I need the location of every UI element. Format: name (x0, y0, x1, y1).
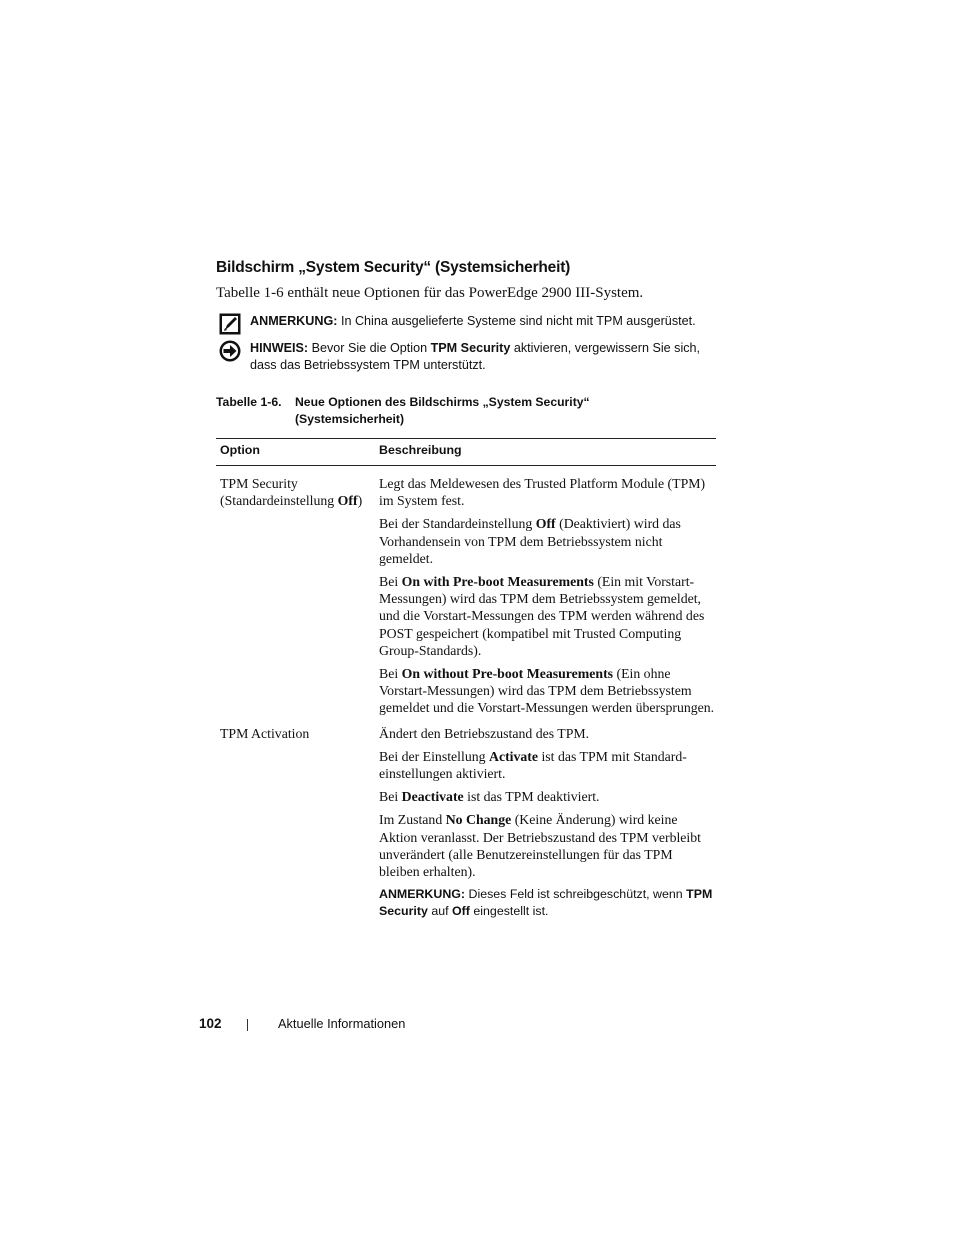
note-hinweis (216, 340, 716, 374)
desc-text: Bei (379, 666, 399, 682)
note-label: ANMERKUNG: (379, 887, 466, 902)
note-text: Bevor Sie die Option (311, 341, 428, 355)
desc-text: Im Zustand (379, 812, 443, 828)
desc-note (379, 886, 716, 920)
options-table (216, 438, 716, 926)
footer-section-title: Aktuelle Informationen (278, 1016, 406, 1031)
note-text: auf (431, 904, 449, 919)
footer-separator (247, 1019, 248, 1031)
desc-text: (Keine Änderung) wird keine Aktion veranlasst. Der Betriebszustand des TPM verbleibt unverändert (alle Benutzereinstellungen für das TPM bleiben erhalten). (379, 812, 701, 880)
note-label: ANMERKUNG: (250, 314, 338, 328)
table-caption (216, 394, 595, 428)
option-description (379, 475, 716, 717)
desc-paragraph: Ändert den Betriebszustand des TPM. (379, 725, 590, 741)
desc-text: (Ein ohne Vorstart-Messungen) wird das TPM dem Betriebssystem gemeldet und die Vorstart-Messungen werden übersprungen. (379, 666, 715, 716)
table-number: Tabelle 1-6. (216, 395, 282, 409)
table-row (216, 475, 716, 717)
desc-paragraph (379, 811, 716, 880)
desc-bold: On with Pre-boot Measurements (401, 574, 594, 590)
note-text: Dieses Feld ist schreibgeschützt, wenn (468, 887, 683, 902)
section-heading: Bildschirm „System Security“ (Systemsicherheit) (216, 259, 571, 276)
option-text: ) (357, 493, 363, 509)
desc-text: ist das TPM deaktiviert. (467, 789, 600, 805)
option-text: (Standardeinstellung (220, 493, 335, 509)
option-text: TPM Security (220, 476, 298, 491)
option-bold: Off (337, 493, 358, 509)
desc-bold: Deactivate (401, 789, 464, 805)
note-anmerkung (216, 313, 716, 330)
desc-paragraph: Legt das Meldewesen des Trusted Platform Module (TPM) im System fest. (379, 476, 706, 509)
desc-paragraph (379, 748, 716, 782)
desc-text: Bei der Standardeinstellung (379, 516, 533, 532)
desc-text: (Ein mit Vorstart-Messungen) wird das TPM dem Betriebssystem gemeldet, und die Vorstart-Messungen des TPM werden während des POST gespeichert (kompatibel mit Trusted Computing Group-Standards). (379, 574, 705, 658)
desc-paragraph (379, 788, 716, 805)
note-label: HINWEIS: (250, 341, 309, 355)
desc-bold: Off (535, 516, 556, 532)
desc-bold: No Change (445, 812, 512, 828)
note-text: In China ausgelieferte Systeme sind nicht mit TPM ausgerüstet. (340, 314, 696, 328)
note-bold: Off (452, 904, 470, 919)
desc-text: Bei (379, 574, 399, 590)
desc-text: Bei (379, 789, 399, 805)
page-number: 102 (199, 1016, 222, 1031)
desc-text: Bei der Einstellung (379, 748, 486, 764)
desc-paragraph (379, 515, 716, 567)
option-name (220, 475, 376, 509)
table-row (216, 725, 716, 921)
desc-bold: On without Pre-boot Measurements (401, 666, 614, 682)
note-bold: TPM Security (379, 887, 713, 919)
table-title: Neue Optionen des Bildschirms „System Security“ (Systemsicherheit) (295, 395, 590, 426)
note-text: aktivieren, vergewissern Sie sich, dass das Betriebssystem TPM unterstützt. (250, 341, 701, 372)
note-bold: TPM Security (430, 341, 511, 355)
note-text: eingestellt ist. (473, 904, 549, 919)
desc-paragraph (379, 573, 716, 659)
desc-paragraph (379, 665, 716, 717)
notice-arrow-icon (219, 340, 241, 362)
desc-text: ist das TPM mit Standard-einstellungen aktiviert. (379, 748, 687, 782)
note-pencil-icon (219, 313, 241, 335)
desc-text: (Deaktiviert) wird das Vorhandensein von TPM dem Betriebssystem nicht gemeldet. (379, 516, 681, 566)
header-option: Option (220, 443, 260, 457)
option-description (379, 725, 716, 921)
desc-bold: Activate (488, 748, 539, 764)
intro-text: Tabelle 1-6 enthält neue Optionen für das PowerEdge 2900 III-System. (216, 285, 644, 301)
option-name: TPM Activation (220, 725, 310, 741)
header-description: Beschreibung (379, 443, 462, 457)
table-header (216, 439, 716, 466)
